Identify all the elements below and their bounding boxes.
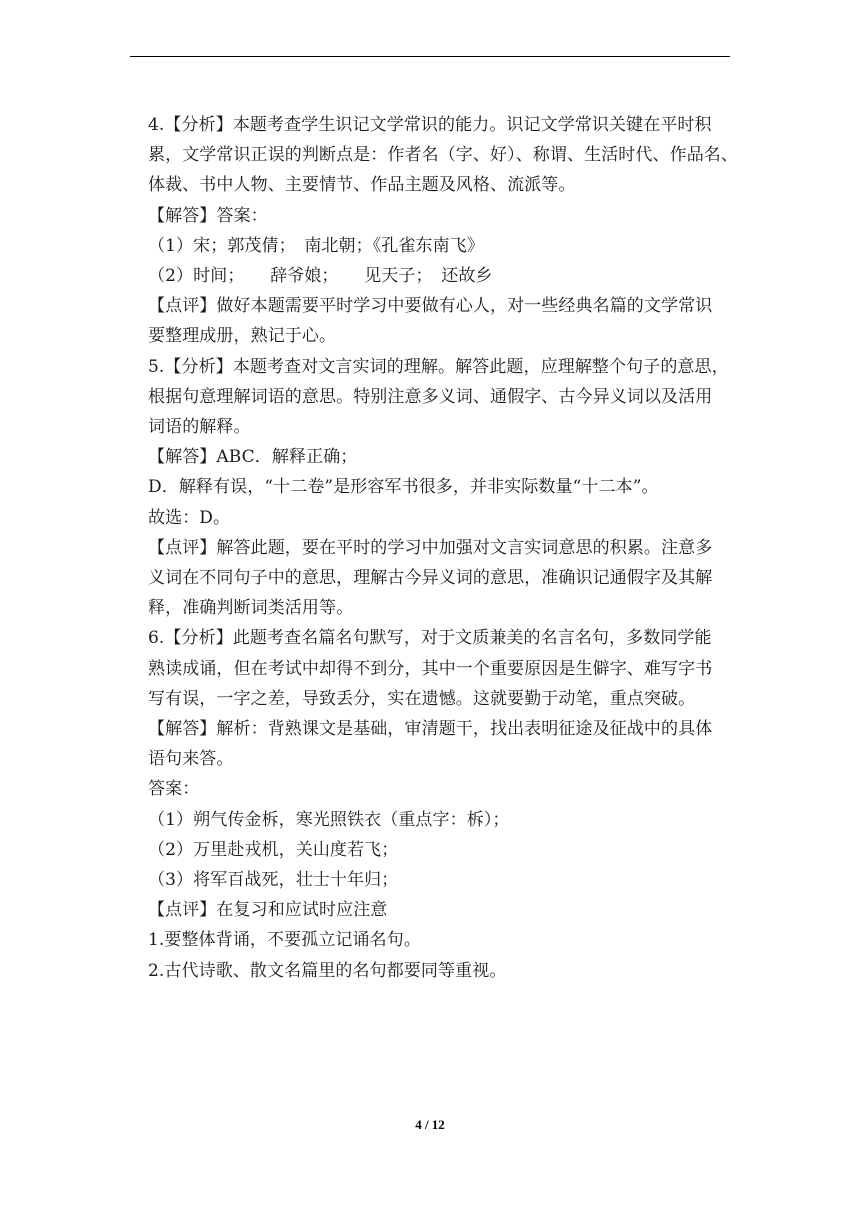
text-line: （3）将军百战死，壮士十年归； bbox=[148, 870, 399, 891]
text-line: 语句来答。 bbox=[148, 749, 234, 770]
text-line: 6.【分析】此题考查名篇名句默写，对于文质兼美的名言名句，多数同学能 bbox=[148, 628, 712, 649]
text-line: 故选：D。 bbox=[148, 507, 231, 528]
text-line: 【点评】在复习和应试时应注意 bbox=[148, 900, 388, 921]
text-line: 【解答】解析：背熟课文是基础，审清题干，找出表明征途及征战中的具体 bbox=[148, 719, 713, 740]
text-line: 4.【分析】本题考查学生识记文学常识的能力。识记文学常识关键在平时积 bbox=[148, 115, 712, 135]
text-line: （1）朔气传金柝，寒光照铁衣（重点字：柝）； bbox=[148, 809, 510, 830]
page-number: 4 / 12 bbox=[415, 1117, 445, 1132]
text-line: 【点评】解答此题，要在平时的学习中加强对文言实词意思的积累。注意多 bbox=[148, 537, 713, 558]
document-body bbox=[148, 110, 738, 986]
header-rule bbox=[130, 56, 730, 57]
text-line: （2）时间； 辞爷娘； 见天子； 还故乡 bbox=[148, 266, 493, 287]
text-line: 写有误，一字之差，导致丢分，实在遗憾。这就要勤于动笔，重点突破。 bbox=[148, 688, 696, 709]
text-line: 熟读成诵，但在考试中却得不到分，其中一个重要原因是生僻字、难写字书 bbox=[148, 658, 713, 679]
text-line: 词语的解释。 bbox=[148, 417, 251, 438]
text-line: （1）宋；郭茂倩； 南北朝；《孔雀东南飞》 bbox=[148, 235, 484, 256]
text-line: 释，准确判断词类活用等。 bbox=[148, 598, 354, 619]
text-line: 根据句意理解词语的意思。特别注意多义词、通假字、古今异义词以及活用 bbox=[148, 386, 713, 407]
text-line: 体裁、书中人物、主要情节、作品主题及风格、流派等。 bbox=[148, 175, 576, 196]
text-line: 1.要整体背诵，不要孤立记诵名句。 bbox=[148, 930, 421, 951]
text-line: 答案： bbox=[148, 779, 200, 800]
text-line: 【点评】做好本题需要平时学习中要做有心人，对一些经典名篇的文学常识 bbox=[148, 296, 713, 317]
text-line: 要整理成册，熟记于心。 bbox=[148, 326, 337, 347]
text-line: 【解答】答案： bbox=[148, 205, 268, 226]
text-line: 义词在不同句子中的意思，理解古今异义词的意思，准确识记通假字及其解 bbox=[148, 568, 713, 589]
text-line: 累，文学常识正误的判断点是：作者名（字、好）、称谓、生活时代、作品名、 bbox=[148, 145, 738, 166]
text-line: 2.古代诗歌、散文名篇里的名句都要同等重视。 bbox=[148, 960, 507, 981]
text-line: （2）万里赴戎机，关山度若飞； bbox=[148, 839, 399, 860]
text-line: D．解释有误，“十二卷”是形容军书很多，并非实际数量“十二本”。 bbox=[148, 477, 659, 498]
text-line: 【解答】ABC．解释正确； bbox=[148, 447, 358, 468]
text-line: 5.【分析】本题考查对文言实词的理解。解答此题，应理解整个句子的意思， bbox=[148, 356, 729, 377]
